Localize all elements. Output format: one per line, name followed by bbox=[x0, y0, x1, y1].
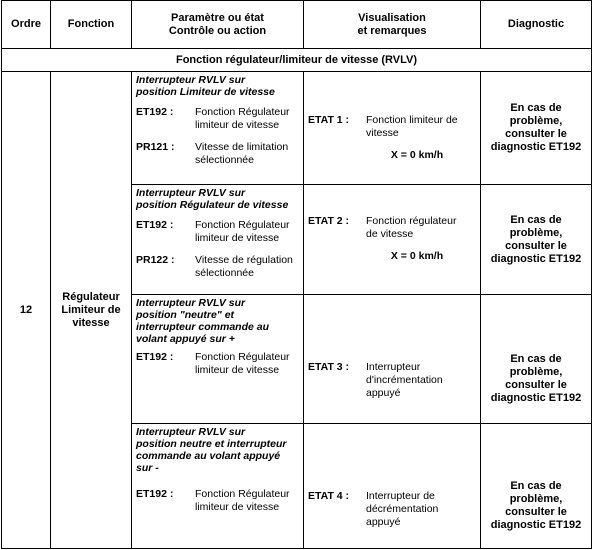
param-desc: Fonction Régulateur limiteur de vitesse bbox=[195, 219, 290, 244]
param-title-line: position neutre et interrupteur bbox=[136, 438, 287, 450]
param-cell bbox=[132, 424, 304, 549]
table-row bbox=[2, 72, 592, 185]
param-line bbox=[132, 254, 303, 280]
param-desc: Fonction Régulateur limiteur de vitesse bbox=[195, 106, 290, 131]
param-title-line: Interrupteur RVLV sur bbox=[136, 426, 246, 438]
param-title bbox=[132, 424, 303, 474]
param-code: ET192 : bbox=[136, 488, 174, 500]
param-title bbox=[132, 185, 303, 211]
param-title bbox=[132, 72, 303, 98]
header-visualisation-line2: et remarques bbox=[357, 24, 427, 37]
param-title-line: commande au volant appuyé bbox=[136, 450, 281, 462]
diagnostic-cell: En cas de problème, consulter le diagnostic ET192 bbox=[481, 424, 592, 549]
header-diagnostic: Diagnostic bbox=[481, 1, 592, 49]
param-line bbox=[132, 488, 303, 514]
header-row bbox=[2, 1, 592, 49]
etat-line bbox=[304, 114, 480, 140]
param-title-line: position "neutre" et bbox=[136, 309, 235, 321]
etat-line bbox=[304, 215, 480, 241]
param-line bbox=[132, 141, 303, 167]
param-title bbox=[132, 295, 303, 345]
diagnostic-cell: En cas de problème, consulter le diagnostic ET192 bbox=[481, 185, 592, 295]
diagnostic-cell: En cas de problème, consulter le diagnostic ET192 bbox=[481, 295, 592, 424]
etat-desc: Fonction régulateur de vitesse bbox=[366, 215, 457, 240]
fonction-line3: vitesse bbox=[72, 316, 110, 329]
param-code: PR122 : bbox=[136, 254, 175, 266]
section-title-row bbox=[2, 49, 592, 72]
etat-line bbox=[304, 490, 480, 529]
speed-value: X = 0 km/h bbox=[390, 149, 444, 161]
param-title-line: position Régulateur de vitesse bbox=[136, 199, 289, 211]
header-parametre-line2: Contrôle ou action bbox=[168, 24, 267, 37]
param-code: PR121 : bbox=[136, 141, 175, 153]
param-title-line: Interrupteur RVLV sur bbox=[136, 297, 246, 309]
param-desc: Fonction Régulateur limiteur de vitesse bbox=[195, 351, 290, 376]
fonction-cell bbox=[51, 72, 132, 549]
etat-code: ETAT 3 : bbox=[308, 361, 350, 373]
section-title: Fonction régulateur/limiteur de vitesse (RVLV) bbox=[2, 49, 592, 72]
param-title-line: Interrupteur RVLV sur bbox=[136, 187, 246, 199]
etat-code: ETAT 2 : bbox=[308, 215, 350, 227]
visualisation-cell bbox=[304, 424, 481, 549]
param-desc: Vitesse de limitation sélectionnée bbox=[195, 141, 289, 166]
header-ordre: Ordre bbox=[2, 1, 51, 49]
param-title-line: position Limiteur de vitesse bbox=[136, 86, 275, 98]
header-parametre-line1: Paramètre ou état bbox=[171, 11, 264, 24]
fonction-line2: Limiteur de bbox=[61, 303, 121, 316]
param-line bbox=[132, 106, 303, 132]
header-fonction: Fonction bbox=[51, 1, 132, 49]
diagnostic-cell: En cas de problème, consulter le diagnostic ET192 bbox=[481, 72, 592, 185]
ordre-cell: 12 bbox=[2, 72, 51, 549]
header-visualisation bbox=[304, 1, 481, 49]
diagnostic-table bbox=[1, 0, 592, 549]
param-cell bbox=[132, 185, 304, 295]
etat-line bbox=[304, 361, 480, 400]
etat-desc: Interrupteur de décrémentation appuyé bbox=[366, 490, 439, 528]
header-parametre bbox=[132, 1, 304, 49]
param-title-line: interrupteur commande au bbox=[136, 321, 270, 333]
etat-code: ETAT 1 : bbox=[308, 114, 350, 126]
speed-value: X = 0 km/h bbox=[390, 250, 444, 262]
header-visualisation-line1: Visualisation bbox=[358, 11, 426, 24]
param-title-line: volant appuyé sur + bbox=[136, 333, 235, 345]
param-cell bbox=[132, 295, 304, 424]
param-title-line: sur - bbox=[136, 462, 159, 474]
etat-code: ETAT 4 : bbox=[308, 490, 350, 502]
param-desc: Vitesse de régulation sélectionnée bbox=[195, 254, 293, 279]
param-code: ET192 : bbox=[136, 219, 174, 231]
param-cell bbox=[132, 72, 304, 185]
param-desc: Fonction Régulateur limiteur de vitesse bbox=[195, 488, 290, 513]
etat-desc: Interrupteur d'incrémentation appuyé bbox=[366, 361, 443, 399]
visualisation-cell bbox=[304, 185, 481, 295]
param-code: ET192 : bbox=[136, 106, 174, 118]
param-line bbox=[132, 219, 303, 245]
param-line bbox=[132, 351, 303, 377]
etat-desc: Fonction limiteur de vitesse bbox=[366, 114, 458, 139]
fonction-line1: Régulateur bbox=[62, 290, 120, 303]
visualisation-cell bbox=[304, 72, 481, 185]
param-code: ET192 : bbox=[136, 351, 174, 363]
param-title-line: Interrupteur RVLV sur bbox=[136, 74, 246, 86]
visualisation-cell bbox=[304, 295, 481, 424]
